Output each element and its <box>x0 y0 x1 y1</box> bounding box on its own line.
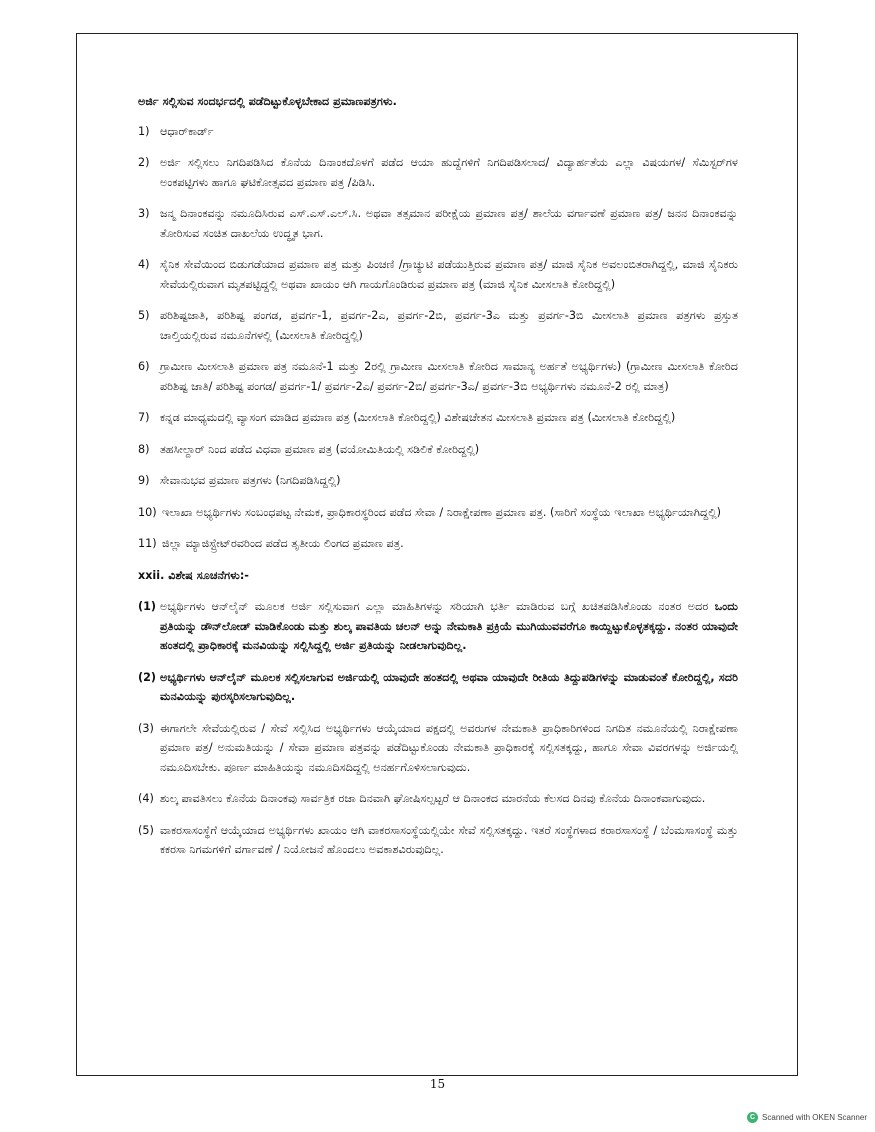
document-body <box>138 92 738 872</box>
note-text <box>160 597 738 656</box>
certificates-heading: ಅರ್ಜಿ ಸಲ್ಲಿಸುವ ಸಂದರ್ಭದಲ್ಲಿ ಪಡೆದಿಟ್ಟುಕೊಳ್ಳಬೇಕಾದ ಪ್ರಮಾಣಪತ್ರಗಳು. <box>138 95 397 108</box>
note-item <box>138 719 738 778</box>
scanner-text: Scanned with OKEN Scanner <box>762 1113 867 1122</box>
list-item-number: 5) <box>138 309 150 322</box>
scanner-watermark <box>747 1112 867 1123</box>
note-text: ಈಗಾಗಲೇ ಸೇವೆಯಲ್ಲಿರುವ / ಸೇವೆ ಸಲ್ಲಿಸಿದ ಅಭ್ಯರ್ಥಿಗಳು ಆಯ್ಕೆಯಾದ ಪಕ್ಷದಲ್ಲಿ ಅವರುಗಳ ನೇಮಕಾತಿ ಪ್ರಾಧಿಕಾರಿಗಳಿಂದ ನಿಗದಿತ ನಮೂನೆಯಲ್ಲಿ ನಿರಾಕ್ಷೇಪಣಾ ಪ್ರಮಾಣ ಪತ್ರ/ ಅನುಮತಿಯನ್ನು / ಸೇವಾ ಪ್ರಮಾಣ ಪತ್ರವನ್ನು ಪಡೆದಿಟ್ಟುಕೊಂಡು ನೇಮಕಾತಿ ಪ್ರಾಧಿಕಾರಕ್ಕೆ ಸಲ್ಲಿಸತಕ್ಕದ್ದು, ಹಾಗೂ ಸೇವಾ ವಿವರಗಳನ್ನು ಅರ್ಜಿಯಲ್ಲಿ ನಮೂದಿಸಬೇಕು. ಪೂರ್ಣ ಮಾಹಿತಿಯನ್ನು ನಮೂದಿಸದಿದ್ದಲ್ಲಿ ಅನರ್ಹಗೊಳಿಸಲಾಗುವುದು. <box>160 721 738 774</box>
list-item <box>138 471 738 491</box>
list-item-number: 4) <box>138 258 150 271</box>
note-item <box>138 789 738 809</box>
list-item <box>138 408 738 428</box>
list-item-text: ಸೇವಾನುಭವ ಪ್ರಮಾಣ ಪತ್ರಗಳು (ನಿಗದಿಪಡಿಸಿದ್ದಲ್ಲಿ) <box>160 474 341 487</box>
note-item <box>138 821 738 860</box>
note-item <box>138 668 738 707</box>
note-item <box>138 597 738 656</box>
list-item-number: 2) <box>138 156 150 169</box>
list-item-text: ತಹಸೀಲ್ದಾರ್ ನಿಂದ ಪಡೆದ ವಿಧವಾ ಪ್ರಮಾಣ ಪತ್ರ (ವಯೋಮಿತಿಯಲ್ಲಿ ಸಡಿಲಿಕೆ ಕೋರಿದ್ದಲ್ಲಿ) <box>160 442 480 456</box>
list-item <box>138 153 738 192</box>
list-item-text: ಇಲಾಖಾ ಅಭ್ಯರ್ಥಿಗಳು ಸಂಬಂಧಪಟ್ಟ ನೇಮಕ, ಪ್ರಾಧಿಕಾರಸ್ಥರಿಂದ ಪಡೆದ ಸೇವಾ / ನಿರಾಕ್ಷೇಪಣಾ ಪ್ರಮಾಣ ಪತ್ರ. (ಸಾರಿಗೆ ಸಂಸ್ಥೆಯ ಇಲಾಖಾ ಅಭ್ಯರ್ಥಿಯಾಗಿದ್ದಲ್ಲಿ) <box>162 505 722 519</box>
list-item-number: 1) <box>138 124 150 138</box>
list-item-text: ಆಧಾರ್‌ಕಾರ್ಡ್ <box>160 124 214 138</box>
list-item <box>138 122 738 142</box>
note-number: (4) <box>138 792 154 805</box>
list-item-number: 10) <box>138 505 157 519</box>
note-number: (3) <box>138 721 154 735</box>
list-item-number: 9) <box>138 474 150 487</box>
note-number: (2) <box>138 670 157 684</box>
list-item-text: ಪರಿಶಿಷ್ಟಜಾತಿ, ಪರಿಶಿಷ್ಟ ಪಂಗಡ, ಪ್ರವರ್ಗ-1, ಪ್ರವರ್ಗ-2ಎ, ಪ್ರವರ್ಗ-2ಬಿ, ಪ್ರವರ್ಗ-3ಎ ಮತ್ತು ಪ್ರವರ್ಗ-3ಬಿ ಮೀಸಲಾತಿ ಪ್ರಮಾಣ ಪತ್ರಗಳು ಪ್ರಸ್ತುತ ಚಾಲ್ತಿಯಲ್ಲಿರುವ ನಮೂನೆಗಳಲ್ಲಿ (ಮೀಸಲಾತಿ ಕೋರಿದ್ದಲ್ಲಿ) <box>160 309 738 342</box>
note-text: ಶುಲ್ಕ ಪಾವತಿಸಲು ಕೊನೆಯ ದಿನಾಂಕವು ಸಾರ್ವತ್ರಿಕ ರಜಾ ದಿನವಾಗಿ ಘೋಷಿಸಲ್ಪಟ್ಟರೆ ಆ ದಿನಾಂಕದ ಮಾರನೆಯ ಕೆಲಸದ ದಿನವು ಕೊನೆಯ ದಿನಾಂಕವಾಗುವುದು. <box>160 792 706 805</box>
scanner-logo-icon: C <box>747 1112 758 1123</box>
list-item-number: 3) <box>138 207 150 220</box>
note-text-bold: ಒಂದು ಪ್ರತಿಯನ್ನು ಡೌನ್‌ಲೋಡ್ ಮಾಡಿಕೊಂಡು ಮತ್ತು ಶುಲ್ಕ ಪಾವತಿಯ ಚಲನ್ ಅನ್ನು ನೇಮಕಾತಿ ಪ್ರಕ್ರಿಯೆ ಮುಗಿಯುವವರೆಗೂ ಕಾಯ್ದಿಟ್ಟುಕೊಳ್ಳತಕ್ಕದ್ದು. ನಂತರ ಯಾವುದೇ ಹಂತದಲ್ಲಿ <box>160 600 738 652</box>
list-item-text: ಜಿಲ್ಲಾ ಮ್ಯಾಜಿಸ್ಟ್ರೇಟ್‌ರವರಿಂದ ಪಡೆದ ತೃತೀಯ ಲಿಂಗದ ಪ್ರಮಾಣ ಪತ್ರ. <box>162 537 404 550</box>
list-item-number: 6) <box>138 360 150 373</box>
list-item-number: 11) <box>138 537 157 550</box>
list-item <box>138 357 738 396</box>
list-item-text: ಕನ್ನಡ ಮಾಧ್ಯಮದಲ್ಲಿ ವ್ಯಾಸಂಗ ಮಾಡಿದ ಪ್ರಮಾಣ ಪತ್ರ (ಮೀಸಲಾತಿ ಕೋರಿದ್ದಲ್ಲಿ) ವಿಶೇಷಚೇತನ ಮೀಸಲಾತಿ ಪ್ರಮಾಣ ಪತ್ರ (ಮೀಸಲಾತಿ ಕೋರಿದ್ದಲ್ಲಿ) <box>160 411 676 424</box>
note-text-tail: ಪ್ರಾಧಿಕಾರಕ್ಕೆ ಮನವಿಯನ್ನು ಸಲ್ಲಿಸಿದ್ದಲ್ಲಿ ಅರ್ಜಿ ಪ್ರತಿಯನ್ನು ನೀಡಲಾಗುವುದಿಲ್ಲ. <box>194 639 467 652</box>
list-item-number: 7) <box>138 411 150 424</box>
note-number: (1) <box>138 600 157 613</box>
note-text: ವಾಕರಸಾಸಂಸ್ಥೆಗೆ ಆಯ್ಕೆಯಾದ ಅಭ್ಯರ್ಥಿಗಳು ಖಾಯಂ ಆಗಿ ವಾಕರಸಾಸಂಸ್ಥೆಯಲ್ಲಿಯೇ ಸೇವೆ ಸಲ್ಲಿಸತಕ್ಕದ್ದು. ಇತರೆ ಸಂಸ್ಥೆಗಳಾದ ಕರಾರಸಾಸಂಸ್ಥೆ / ಬೆಂಮಸಾಸಂಸ್ಥೆ ಮತ್ತು ಕಕರಸಾ ನಿಗಮಗಳಿಗೆ ವರ್ಗಾವಣೆ / ನಿಯೋಜನೆ ಹೊಂದಲು ಅವಕಾಶವಿರುವುದಿಲ್ಲ. <box>160 823 738 856</box>
list-item-text: ಗ್ರಾಮೀಣ ಮೀಸಲಾತಿ ಪ್ರಮಾಣ ಪತ್ರ ನಮೂನೆ-1 ಮತ್ತು 2ರಲ್ಲಿ ಗ್ರಾಮೀಣ ಮೀಸಲಾತಿ ಕೋರಿದ ಸಾಮಾನ್ಯ ಅರ್ಹತೆ ಅಭ್ಯರ್ಥಿಗಳು) (ಗ್ರಾಮೀಣ ಮೀಸಲಾತಿ ಕೋರಿದ ಪರಿಶಿಷ್ಟ ಜಾತಿ/ ಪರಿಶಿಷ್ಟ ಪಂಗಡ/ ಪ್ರವರ್ಗ-1/ ಪ್ರವರ್ಗ-2ಎ/ ಪ್ರವರ್ಗ-2ಬಿ/ ಪ್ರವರ್ಗ-3ಎ/ ಪ್ರವರ್ಗ-3ಬಿ ಅಭ್ಯರ್ಥಿಗಳು ನಮೂನೆ-2 ರಲ್ಲಿ ಮಾತ್ರ) <box>160 360 738 393</box>
page-number: 15 <box>429 1077 446 1091</box>
list-item <box>138 306 738 345</box>
list-item-text: ಜನ್ಮ ದಿನಾಂಕವನ್ನು ನಮೂದಿಸಿರುವ ಎಸ್.ಎಸ್.ಎಲ್.ಸಿ. ಅಥವಾ ತತ್ಸಮಾನ ಪರೀಕ್ಷೆಯ ಪ್ರಮಾಣ ಪತ್ರ/ ಶಾಲೆಯ ವರ್ಗಾವಣೆ ಪ್ರಮಾಣ ಪತ್ರ/ ಜನನ ದಿನಾಂಕವನ್ನು ತೋರಿಸುವ ಸಂಚಿತ ದಾಖಲೆಯ ಉದ್ಧೃತ ಭಾಗ. <box>160 207 738 240</box>
list-item <box>138 440 738 460</box>
note-text-regular: ಅಭ್ಯರ್ಥಿಗಳು ಆನ್‌ಲೈನ್ ಮೂಲಕ ಅರ್ಜಿ ಸಲ್ಲಿಸುವಾಗ ಎಲ್ಲಾ ಮಾಹಿತಿಗಳನ್ನು ಸರಿಯಾಗಿ ಭರ್ತಿ ಮಾಡಿರುವ ಬಗ್ಗೆ ಖಚಿತಪಡಿಸಿಕೊಂಡು ನಂತರ ಅದರ <box>160 600 715 613</box>
list-item-number: 8) <box>138 442 150 456</box>
list-item <box>138 204 738 243</box>
list-item <box>138 255 738 294</box>
list-item <box>138 503 738 523</box>
special-instructions-heading: xxii. ವಿಶೇಷ ಸೂಚನೆಗಳು:- <box>138 568 249 582</box>
list-item <box>138 534 738 554</box>
note-text: ಅಭ್ಯರ್ಥಿಗಳು ಆನ್‌ಲೈನ್ ಮೂಲಕ ಸಲ್ಲಿಸಲಾಗುವ ಅರ್ಜಿಯಲ್ಲಿ ಯಾವುದೇ ಹಂತದಲ್ಲಿ ಅಥವಾ ಯಾವುದೇ ರೀತಿಯ ತಿದ್ದುಪಡಿಗಳನ್ನು ಮಾಡುವಂತೆ ಕೋರಿದ್ದಲ್ಲಿ, ಸದರಿ ಮನವಿಯನ್ನು ಪುರಸ್ಕರಿಸಲಾಗುವುದಿಲ್ಲ. <box>160 670 738 703</box>
list-item-text: ಸೈನಿಕ ಸೇವೆಯಿಂದ ಬಿಡುಗಡೆಯಾದ ಪ್ರಮಾಣ ಪತ್ರ ಮತ್ತು ಪಿಂಚಣಿ /ಗ್ರಾಚ್ಯುಟಿ ಪಡೆಯುತ್ತಿರುವ ಪ್ರಮಾಣ ಪತ್ರ/ ಮಾಜಿ ಸೈನಿಕ ಅವಲಂಬಿತರಾಗಿದ್ದಲ್ಲಿ, ಮಾಜಿ ಸೈನಿಕರು ಸೇವೆಯಲ್ಲಿರುವಾಗ ಮೃತಪಟ್ಟಿದ್ದಲ್ಲಿ ಅಥವಾ ಖಾಯಂ ಆಗಿ ಗಾಯಗೊಂಡಿರುವ ಪ್ರಮಾಣ ಪತ್ರ (ಮಾಜಿ ಸೈನಿಕ ಮೀಸಲಾತಿ ಕೋರಿದ್ದಲ್ಲಿ) <box>160 258 738 291</box>
note-number: (5) <box>138 823 154 837</box>
list-item-text: ಅರ್ಜಿ ಸಲ್ಲಿಸಲು ನಿಗದಿಪಡಿಸಿದ ಕೊನೆಯ ದಿನಾಂಕದೊಳಗೆ ಪಡೆದ ಆಯಾ ಹುದ್ದೆಗಳಿಗೆ ನಿಗದಿಪಡಿಸಲಾದ/ ವಿದ್ಯಾರ್ಹತೆಯ ಎಲ್ಲಾ ವಿಷಯಗಳ/ ಸೆಮಿಸ್ಟರ್‌ಗಳ ಅಂಕಪಟ್ಟಿಗಳು ಹಾಗೂ ಘಟಿಕೋತ್ಸವದ ಪ್ರಮಾಣ ಪತ್ರ /ಪಿಡಿಸಿ. <box>160 156 738 189</box>
